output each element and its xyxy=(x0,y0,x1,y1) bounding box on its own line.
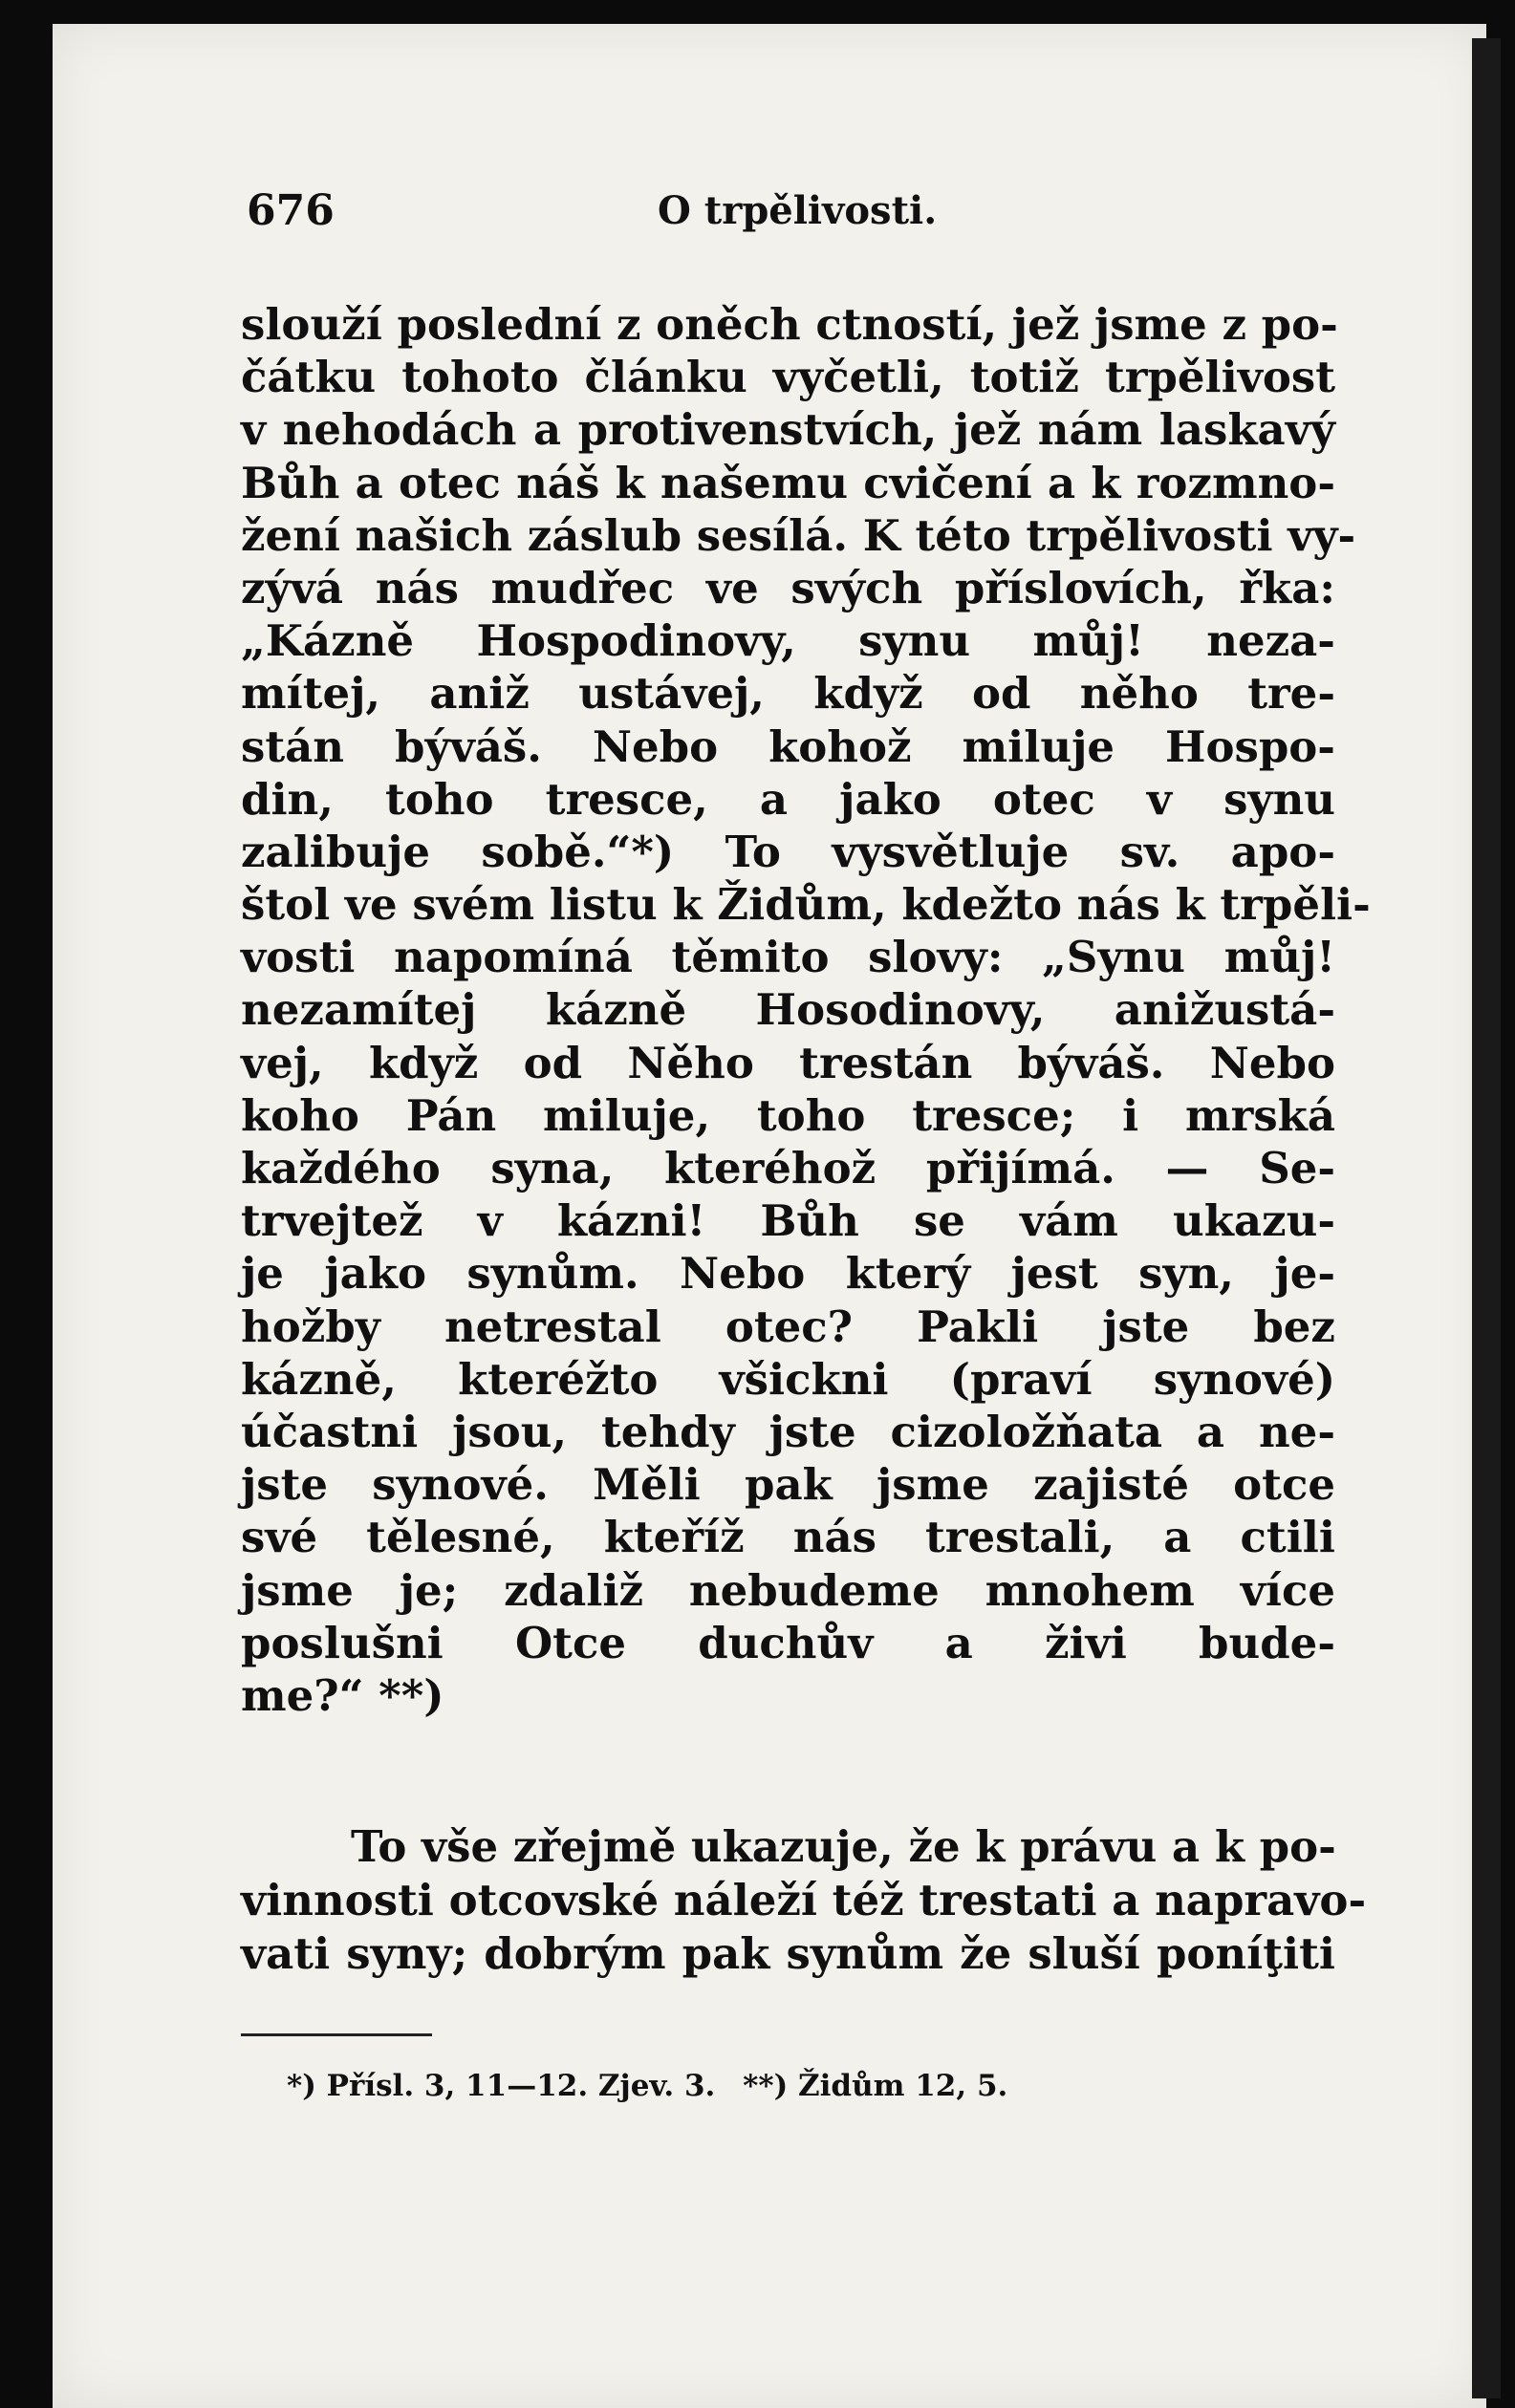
text-line: mítej, aniž ustávej, když od něho tre- xyxy=(241,668,1335,720)
page-header xyxy=(247,186,1336,244)
text-line: vosti napomíná těmito slovy: „Synu můj! xyxy=(241,932,1335,983)
text-line: jsme je; zdaliž nebudeme mnohem více xyxy=(241,1564,1335,1616)
text-line: vati syny; dobrým pak synům že sluší poníţiti xyxy=(241,1928,1335,1979)
text-line: Bůh a otec náš k našemu cvičení a k rozmno- xyxy=(241,457,1335,508)
text-line: jste synové. Měli pak jsme zajisté otce xyxy=(241,1459,1335,1511)
paragraph-2 xyxy=(241,1820,1367,1981)
text-line: „Kázně Hospodinovy, synu můj! neza- xyxy=(241,615,1335,667)
text-line: trvejtež v kázni! Bůh se vám ukazu- xyxy=(241,1195,1335,1247)
text-line: hožby netrestal otec? Pakli jste bez xyxy=(241,1301,1335,1352)
text-line: kázně, kteréžto všickni (praví synové) xyxy=(241,1353,1335,1405)
text-line: poslušni Otce duchův a živi bude- xyxy=(241,1617,1335,1668)
text-line: me?“ **) xyxy=(241,1669,444,1721)
text-line: štol ve svém listu k Židům, kdežto nás k trpěli- xyxy=(241,879,1371,931)
text-line: vinnosti otcovské náleží též trestati a napravo- xyxy=(241,1875,1367,1925)
running-title: O trpělivosti. xyxy=(658,188,938,233)
text-line: zývá nás mudřec ve svých příslovích, řka: xyxy=(241,562,1335,613)
text-line: stán býváš. Nebo kohož miluje Hospo- xyxy=(241,720,1335,772)
text-line: své tělesné, kteříž nás trestali, a ctili xyxy=(241,1512,1335,1563)
text-line: je jako synům. Nebo který jest syn, je- xyxy=(241,1248,1335,1300)
text-line: každého syna, kteréhož přijímá. — Se- xyxy=(241,1143,1335,1193)
text-line: vej, když od Něho trestán býváš. Nebo xyxy=(241,1037,1335,1088)
text-line: zalibuje sobě.“*) To vysvětluje sv. apo- xyxy=(241,826,1335,877)
page-number: 676 xyxy=(247,186,335,235)
text-line: din, toho tresce, a jako otec v synu xyxy=(241,773,1335,825)
text-line: žení našich záslub sesílá. K této trpělivosti vy- xyxy=(241,509,1356,561)
page-edge-shadow xyxy=(1472,38,1501,2398)
footnote-1: *) Přísl. 3, 11—12. Zjev. 3. xyxy=(287,2069,716,2103)
text-line: v nehodách a protivenstvích, jež nám laskavý xyxy=(241,404,1335,456)
text-line: účastni jsou, tehdy jste cizoložňata a ne- xyxy=(241,1406,1335,1457)
footnote-divider xyxy=(241,2033,432,2036)
text-line: čátku tohoto článku vyčetli, totiž trpělivost xyxy=(241,352,1335,403)
footnote-2: **) Židům 12, 5. xyxy=(743,2069,1008,2103)
text-line: nezamítej kázně Hosodinovy, anižustá- xyxy=(241,984,1335,1036)
text-line: slouží poslední z oněch ctností, jež jsme z po- xyxy=(241,299,1338,350)
text-line: koho Pán miluje, toho tresce; i mrská xyxy=(241,1089,1335,1141)
paragraph-1 xyxy=(241,298,1371,1722)
text-line: To vše zřejmě ukazuje, že k právu a k po- xyxy=(351,1821,1336,1872)
footnotes xyxy=(287,2069,1025,2103)
